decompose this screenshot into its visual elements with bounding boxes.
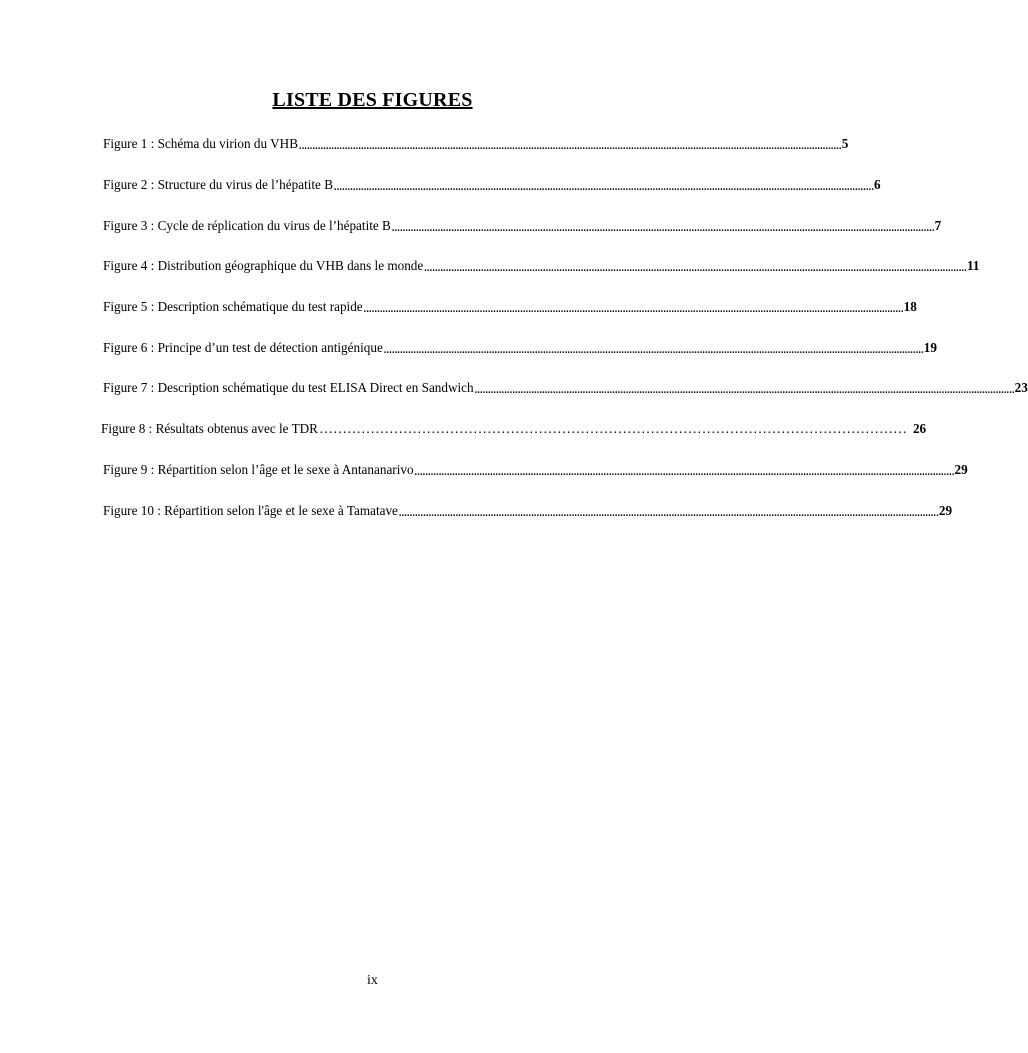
toc-entry-label: Figure 10 : Répartition selon l'âge et le sexe à Tamatave — [103, 503, 398, 518]
toc-entry-figure-9[interactable] — [103, 460, 968, 480]
dot-leader: ........................................................................................................................................................................................................ — [363, 304, 904, 315]
dot-leader: ........................................................................................................................................................................................................ — [414, 467, 955, 478]
toc-entry-page: 29 — [954, 462, 968, 477]
toc-entry-page: 11 — [966, 258, 980, 273]
toc-entry-label: Figure 2 : Structure du virus de l’hépatite B — [103, 177, 334, 192]
dot-leader: ........................................................................................................................................................................................................ — [334, 182, 875, 193]
dot-leader: ……………………………………………………………………………………………………………… — [318, 422, 907, 437]
toc-entry-page: 23 — [1014, 380, 1028, 395]
dot-leader: ........................................................................................................................................................................................................ — [474, 385, 1015, 396]
toc-entry-page: 29 — [938, 503, 953, 518]
page-title: LISTE DES FIGURES — [272, 89, 473, 111]
toc-entry-label: Figure 8 : Résultats obtenus avec le TDR — [101, 421, 318, 436]
toc-entry-figure-6[interactable] — [103, 338, 937, 358]
toc-entry-label: Figure 1 : Schéma du virion du VHB — [103, 136, 298, 151]
toc-entry-figure-1[interactable] — [103, 134, 849, 154]
dot-leader: ......................................................................................................................................................................................................... — [391, 223, 935, 234]
dot-leader: ......................................................................................................................................................................................................... — [424, 263, 967, 274]
dot-leader: ........................................................................................................................................................................................................ — [383, 345, 924, 356]
toc-entry-page: 7 — [934, 218, 942, 233]
toc-entry-label: Figure 5 : Description schématique du test rapide — [103, 299, 363, 314]
page-number: ix — [367, 973, 378, 988]
toc-entry-label: Figure 3 : Cycle de réplication du virus de l’hépatite B — [103, 218, 391, 233]
toc-entry-label: Figure 9 : Répartition selon l’âge et le sexe à Antananarivo — [103, 462, 414, 477]
toc-entry-page: 18 — [903, 299, 917, 314]
toc-entry-page: 26 — [912, 421, 927, 436]
toc-entry-figure-3[interactable] — [103, 216, 942, 236]
dot-leader: ......................................................................................................................................................................................................... — [299, 141, 842, 152]
toc-entry-label: Figure 4 : Distribution géographique du VHB dans le monde — [103, 258, 424, 273]
toc-entry-figure-2[interactable] — [103, 175, 881, 195]
toc-entry-figure-5[interactable] — [103, 297, 917, 317]
toc-entry-figure-4[interactable] — [103, 256, 980, 276]
toc-entry-figure-8[interactable] — [101, 419, 927, 439]
toc-entry-figure-10[interactable] — [103, 501, 953, 521]
toc-entry-label: Figure 6 : Principe d’un test de détection antigénique — [103, 340, 383, 355]
toc-entry-page: 6 — [874, 177, 881, 192]
dot-leader: ........................................................................................................................................................................................................ — [398, 508, 939, 519]
toc-entry-figure-7[interactable] — [103, 378, 1028, 398]
toc-entry-page: 5 — [841, 136, 849, 151]
toc-entry-page: 19 — [923, 340, 937, 355]
toc-entry-label: Figure 7 : Description schématique du test ELISA Direct en Sandwich — [103, 380, 474, 395]
